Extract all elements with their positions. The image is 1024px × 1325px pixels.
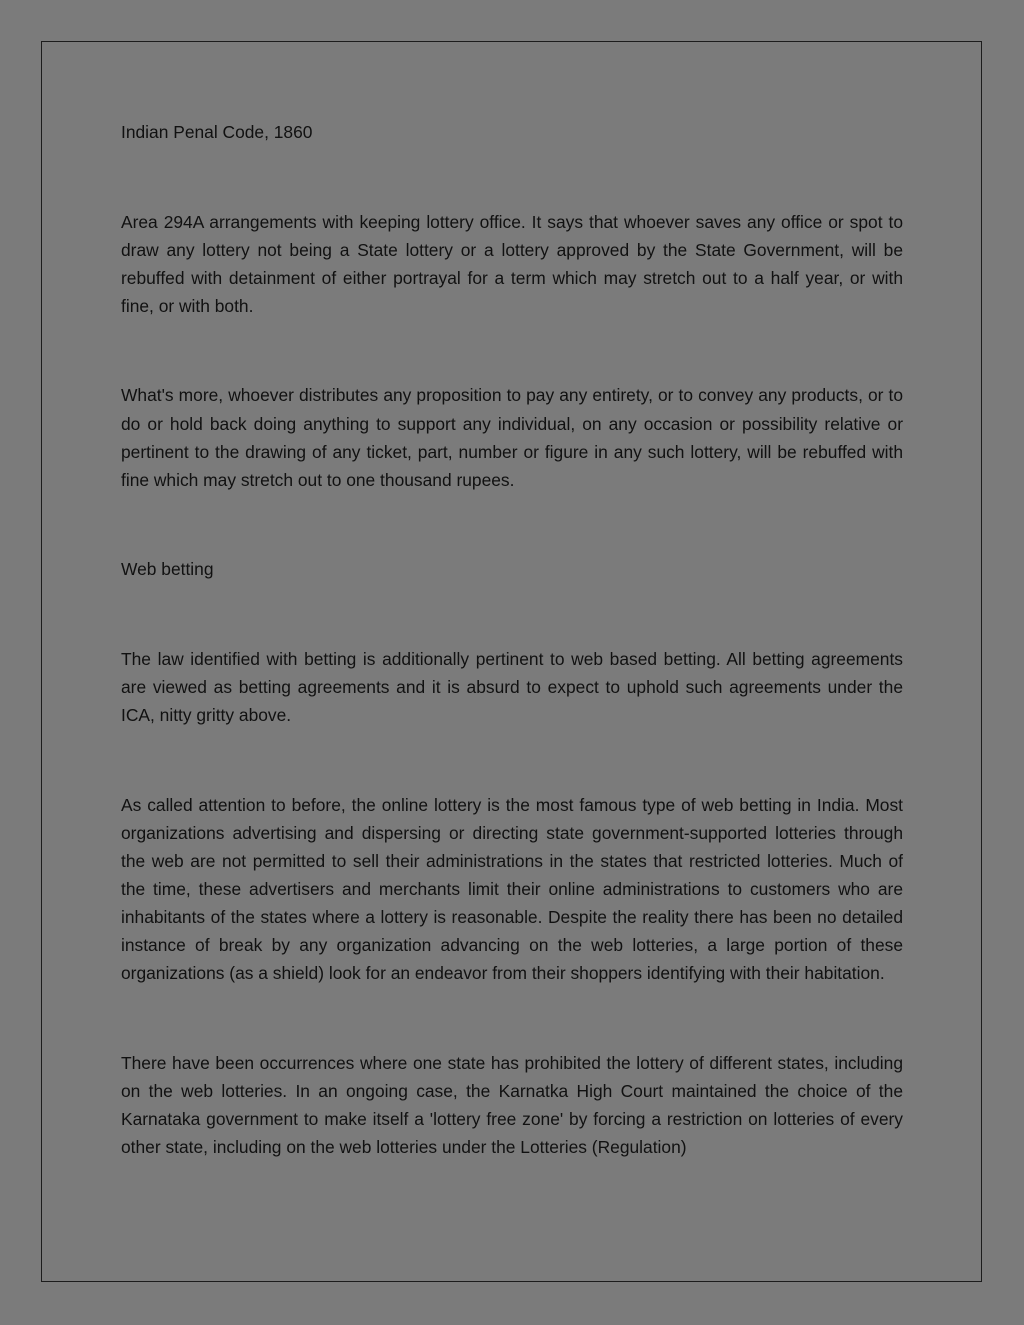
paragraph-online-lottery: As called attention to before, the online lottery is the most famous type of web betting in India. Most organizations advertising and dispersing or directing state government-supported lotteries through the web are not permitted to sell their administrations in the states that restricted lotteries. Much of the time, these advertisers and merchants limit their online administrations to customers who are inhabitants of the states where a lottery is reasonable. Despite the reality there has been no detailed instance of break by any organization advancing on the web lotteries, a large portion of these organizations (as a shield) look for an endeavor from their shoppers identifying with their habitation. bbox=[121, 794, 903, 984]
document-body bbox=[121, 118, 903, 1161]
paragraph-betting-law: The law identified with betting is additionally pertinent to web based betting. All betting agreements are viewed as betting agreements and it is absurd to expect to uphold such agreements under the ICA, nitty gritty above. bbox=[121, 648, 903, 726]
section-heading-ipc: Indian Penal Code, 1860 bbox=[121, 122, 313, 142]
section-heading-web-betting: Web betting bbox=[121, 559, 214, 580]
paragraph-section-294a: Area 294A arrangements with keeping lottery office. It says that whoever saves any office or spot to draw any lottery not being a State lottery or a lottery approved by the State Government, will be rebuffed with detainment of either portrayal for a term which may stretch out to a half year, or with fine, or with both. bbox=[121, 211, 903, 316]
paragraph-proposition: What's more, whoever distributes any proposition to pay any entirety, or to convey any products, or to do or hold back doing anything to support any individual, on any occasion or possibility relative or pertinent to the drawing of any ticket, part, number or figure in any such lottery, will be rebuffed with fine which may stretch out to one thousand rupees. bbox=[121, 385, 903, 490]
paragraph-state-prohibition: There have been occurrences where one state has prohibited the lottery of different states, including on the web lotteries. In an ongoing case, the Karnatka High Court maintained the choice of the Karnataka government to make itself a 'lottery free zone' by forcing a restriction on lotteries of every other state, including on the web lotteries under the Lotteries (Regulation) bbox=[121, 1052, 903, 1158]
